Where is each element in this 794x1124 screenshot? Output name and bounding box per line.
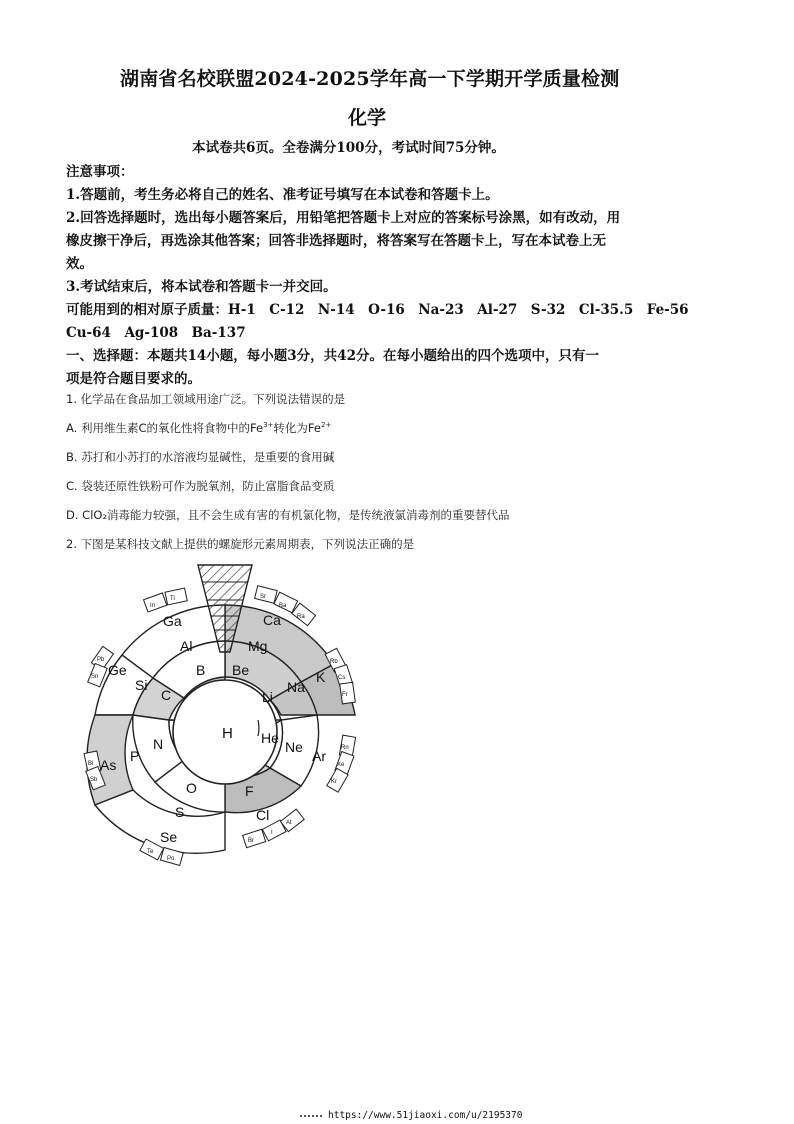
footer-url-text: https://www.51jiaoxi.com/u/2195370 (328, 1110, 523, 1121)
tab-ba: Ba (279, 603, 287, 609)
tab-rb: Rb (330, 659, 338, 665)
symbol-ge: Ge (108, 662, 127, 678)
note-2-line-1: 2.回答选择题时，选出每小题答案后，用铅笔把答题卡上对应的答案标号涂黑，如有改动，用 (66, 210, 621, 226)
symbol-as: As (100, 757, 117, 773)
tab-at: At (286, 820, 292, 826)
tab-in: In (150, 603, 156, 609)
symbol-si: Si (135, 677, 148, 693)
option-a-sup-1: 3+ (263, 421, 274, 430)
symbol-be: Be (232, 662, 250, 678)
atomic-mass-line-1: 可能用到的相对原子质量：H-1 C-12 N-14 O-16 Na-23 Al-27 S-32 Cl-35.5 Fe-56 (66, 302, 689, 318)
symbol-se: Se (160, 829, 178, 845)
option-a-sup-2: 2+ (320, 421, 332, 430)
symbol-b: B (196, 662, 206, 678)
tab-ti: Ti (170, 596, 175, 602)
symbol-he: He (261, 730, 279, 746)
tab-xe: Xe (337, 762, 345, 768)
question-2-stem: 2. 下图是某科技文献上提供的螺旋形元素周期表，下列说法正确的是 (66, 537, 415, 551)
footer-logo-icon (300, 1115, 322, 1117)
tab-po: Po (167, 856, 175, 862)
exam-subject: 化学 (348, 107, 387, 129)
symbol-c: C (161, 687, 172, 703)
note-2-line-2: 橡皮擦干净后，再选涂其他答案；回答非选择题时，将答案写在答题卡上，写在本试卷上无 (66, 233, 606, 249)
symbol-n: N (153, 736, 164, 752)
tab-i: I (271, 830, 273, 836)
tab-sn: Sn (91, 674, 99, 680)
symbol-li: Li (262, 689, 273, 705)
symbol-al: Al (180, 638, 193, 654)
note-3: 3.考试结束后，将本试卷和答题卡一并交回。 (66, 279, 337, 295)
tab-br: Br (248, 838, 254, 844)
tab-ra: Ra (297, 614, 305, 620)
symbol-mg: Mg (248, 638, 268, 654)
option-a-text-2: 转化为Fe (273, 421, 321, 435)
symbol-h: H (222, 725, 233, 742)
exam-title: 湖南省名校联盟2024-2025学年高一下学期开学质量检测 (120, 68, 620, 90)
question-1-option-b: B. 苏打和小苏打的水溶液均显碱性，是重要的食用碱 (66, 450, 335, 464)
question-1-option-c: C. 袋装还原性铁粉可作为脱氧剂，防止富脂食品变质 (66, 479, 335, 493)
tab-sb: Sb (90, 777, 98, 783)
symbol-na: Na (287, 679, 305, 695)
symbol-ar: Ar (312, 748, 326, 764)
symbol-o: O (186, 780, 197, 796)
tab-bi: Bi (88, 761, 94, 767)
question-1-stem: 1. 化学品在食品加工领域用途广泛。下列说法错误的是 (66, 392, 346, 406)
atomic-mass-line-2: Cu-64 Ag-108 Ba-137 (66, 325, 246, 341)
tab-pb: Pb (97, 657, 105, 663)
option-a-text-1: A. 利用维生素C的氧化性将食物中的Fe (66, 421, 264, 435)
symbol-k: K (316, 669, 326, 685)
symbol-s: S (175, 804, 185, 820)
question-1-option-a (66, 420, 331, 436)
tab-te: Te (147, 849, 154, 855)
spiral-periodic-table (80, 560, 370, 870)
symbol-ne: Ne (285, 739, 303, 755)
notes-heading: 注意事项： (66, 164, 134, 180)
section-1-heading-line-2: 项是符合题目要求的。 (66, 371, 201, 387)
tab-cs: Cs (338, 675, 346, 681)
note-1: 1.答题前，考生务必将自己的姓名、准考证号填写在本试卷和答题卡上。 (66, 187, 499, 203)
exam-info: 本试卷共6页。全卷满分100分，考试时间75分钟。 (192, 140, 505, 156)
symbol-p: P (130, 748, 140, 764)
tab-rn: Rn (341, 745, 349, 751)
tab-sr: Sr (260, 594, 266, 600)
symbol-ca: Ca (263, 612, 281, 628)
section-1-heading-line-1: 一、选择题：本题共14小题，每小题3分，共42分。在每小题给出的四个选项中，只有一 (66, 348, 599, 364)
footer-url[interactable] (300, 1110, 522, 1121)
tab-kr: Kr (331, 779, 337, 785)
symbol-cl: Cl (256, 807, 270, 823)
tab-fr: Fr (342, 692, 348, 698)
symbol-ga: Ga (163, 613, 182, 629)
note-2-line-3: 效。 (66, 256, 93, 272)
question-1-option-d: D. ClO₂消毒能力较强，且不会生成有害的有机氯化物，是传统液氯消毒剂的重要替代品 (66, 508, 510, 522)
symbol-f: F (245, 783, 254, 799)
